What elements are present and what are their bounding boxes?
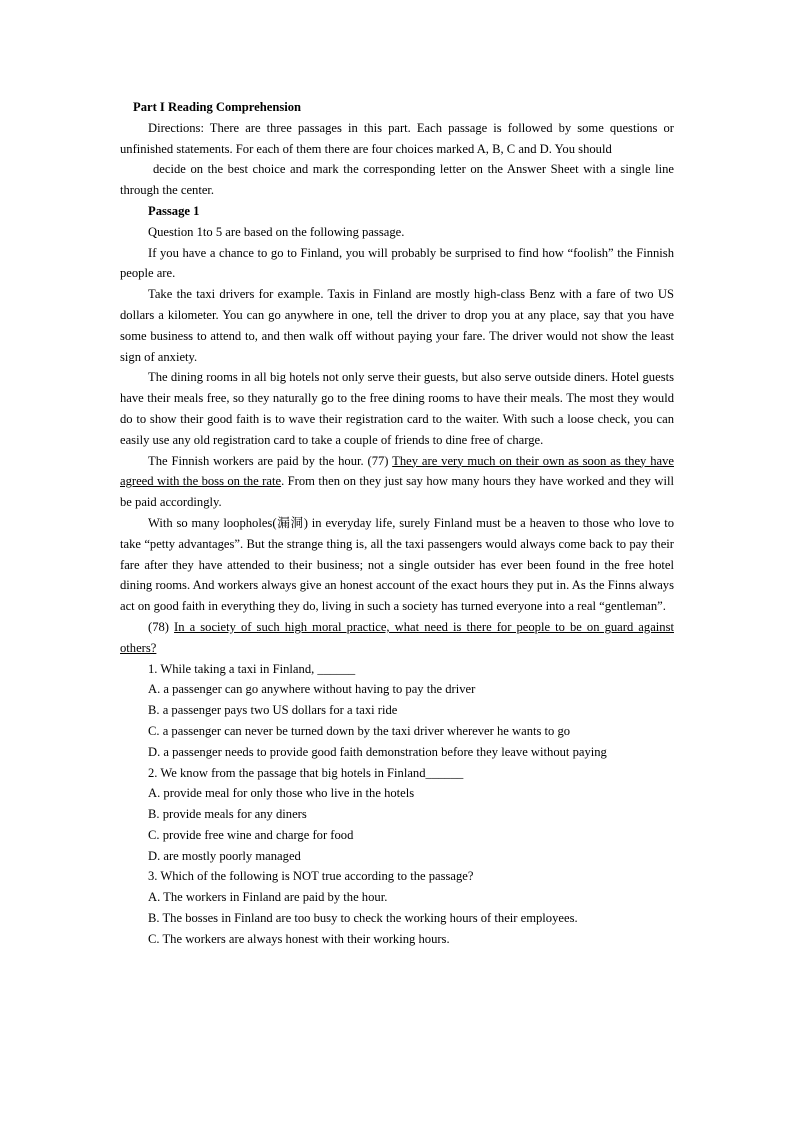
option-b: B. a passenger pays two US dollars for a taxi ride xyxy=(148,703,398,718)
page-content xyxy=(120,97,674,950)
option-d: D. a passenger needs to provide good faith demonstration before they leave without paying xyxy=(148,744,607,759)
paragraph-4-tail: . From then on they just say how many hours they have worked and they will be paid accordingly. xyxy=(120,474,674,510)
part-title: Part I Reading Comprehension xyxy=(133,100,302,114)
underlined-sentence-77: They are very much on their own as soon as they have agreed with the boss on the rate xyxy=(120,453,674,489)
passage-intro: Question 1to 5 are based on the following passage. xyxy=(148,224,405,239)
option-d: D. are mostly poorly managed xyxy=(148,848,301,863)
option-c: C. provide free wine and charge for food xyxy=(148,827,354,842)
passage-title: Passage 1 xyxy=(148,203,200,218)
paragraph-4-lead: The Finnish workers are paid by the hour. (77) xyxy=(148,453,393,468)
directions-continuation: decide on the best choice and mark the corresponding letter on the Answer Sheet with a single line through the center. xyxy=(120,162,674,198)
question-1 xyxy=(120,659,674,763)
underlined-sentence-78: In a society of such high moral practice, what need is there for people to be on guard against others? xyxy=(120,619,674,655)
question-stem: 3. Which of the following is NOT true according to the passage? xyxy=(148,869,474,884)
passage-paragraph-6 xyxy=(120,617,674,659)
question-stem: 2. We know from the passage that big hotels in Finland______ xyxy=(148,765,464,780)
passage-paragraph-4 xyxy=(120,451,674,513)
paragraph-6-lead: (78) xyxy=(148,619,175,634)
option-a: A. The workers in Finland are paid by the hour. xyxy=(148,890,388,905)
option-a: A. a passenger can go anywhere without having to pay the driver xyxy=(148,682,476,697)
option-b: B. provide meals for any diners xyxy=(148,807,307,822)
option-c: C. The workers are always honest with their working hours. xyxy=(148,931,450,946)
option-b: B. The bosses in Finland are too busy to check the working hours of their employees. xyxy=(148,911,578,926)
passage-paragraph-2: Take the taxi drivers for example. Taxis in Finland are mostly high-class Benz with a fare of two US dollars a kilometer. You can go anywhere in one, tell the driver to drop you at any place, say that you have some business to attend to, and then walk off without paying your fare. The driver would not show the least sign of anxiety. xyxy=(120,287,674,364)
question-3 xyxy=(120,866,674,949)
option-a: A. provide meal for only those who live in the hotels xyxy=(148,786,415,801)
question-stem: 1. While taking a taxi in Finland, ______ xyxy=(148,661,356,676)
question-2 xyxy=(120,763,674,867)
directions-paragraph: Directions: There are three passages in this part. Each passage is followed by some questions or unfinished statements. For each of them there are four choices marked A, B, C and D. You should xyxy=(120,120,674,156)
passage-paragraph-1: If you have a chance to go to Finland, you will probably be surprised to find how “foolish” the Finnish people are. xyxy=(120,245,674,281)
passage-paragraph-5: With so many loopholes(漏洞) in everyday life, surely Finland must be a heaven to those who love to take “petty advantages”. But the strange thing is, all the taxi passengers would always come back to pay their fare after they have attended to their business; not a single outsider has ever been found in the free hotel dining rooms. And workers always give an honest account of the exact hours they put in. As the Finns always act on good faith in everything they do, living in such a society has turned everyone into a real “gentleman”. xyxy=(120,515,674,614)
option-c: C. a passenger can never be turned down by the taxi driver wherever he wants to go xyxy=(148,723,571,738)
passage-paragraph-3: The dining rooms in all big hotels not only serve their guests, but also serve outside diners. Hotel guests have their meals free, so they naturally go to the free dining rooms to have their meals. The most they would do to show their good faith is to wave their registration card to the waiter. With such a loose check, you can easily use any old registration card to take a couple of friends to dine free of charge. xyxy=(120,370,674,447)
